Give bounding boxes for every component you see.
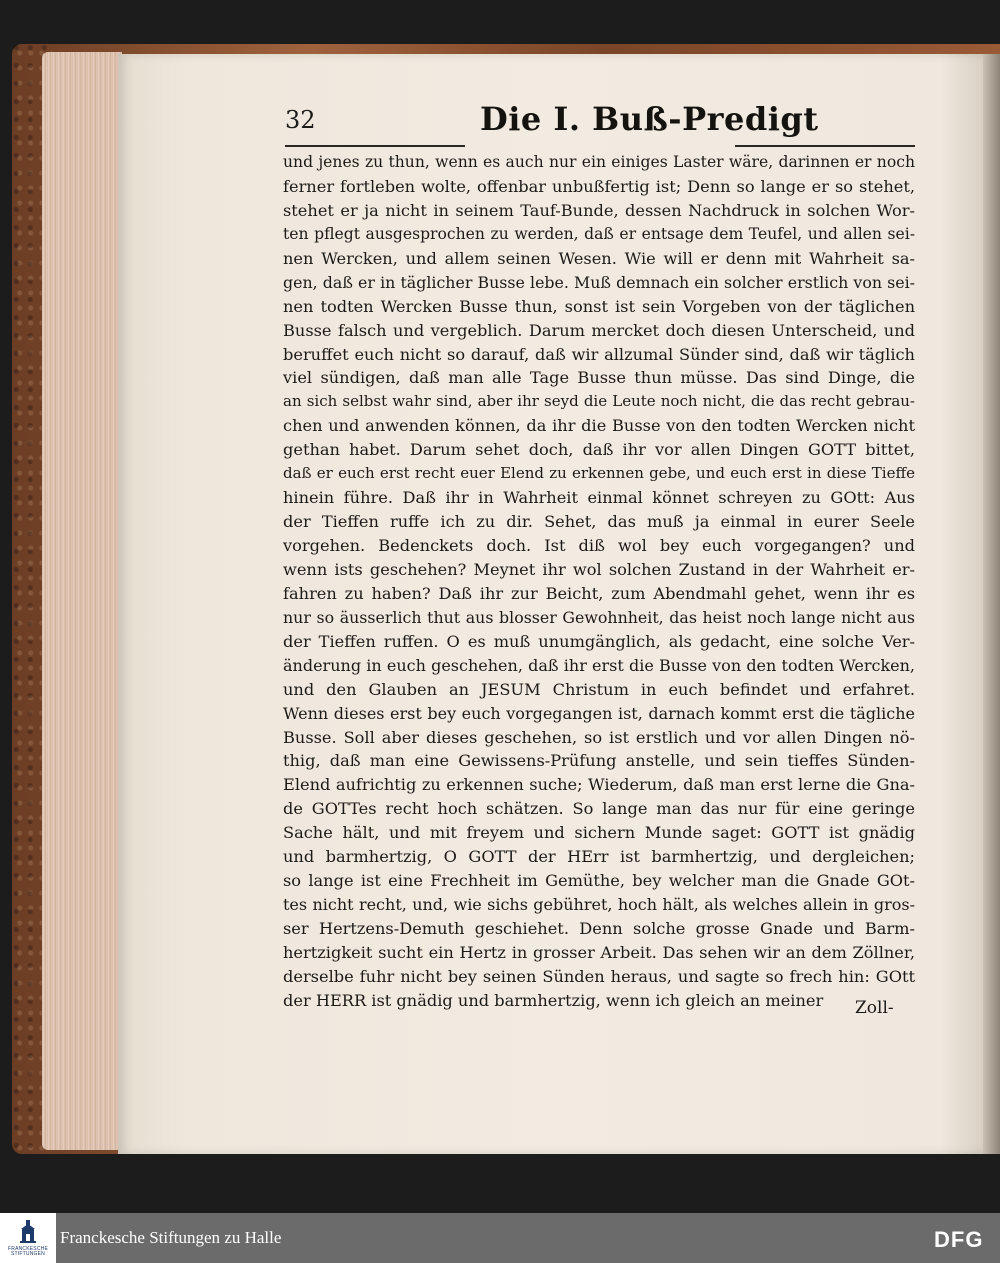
text-line: chen und anwenden können, da ihr die Busse von den todten Wercken nicht: [283, 416, 915, 436]
text-line: Elend aufrichtig zu erkennen suche; Wiederum, daß man erst lerne die Gna-: [283, 775, 915, 795]
institution-name[interactable]: Franckesche Stiftungen zu Halle: [60, 1228, 282, 1247]
text-line: ten pflegt ausgesprochen zu werden, daß er entsage dem Teufel, und allen sei-: [283, 224, 915, 243]
viewer-footer: [0, 1213, 1000, 1263]
text-line: wenn ists geschehen? Meynet ihr wol solchen Zustand in der Wahrheit er-: [283, 559, 915, 579]
text-line: derselbe fuhr nicht bey seinen Sünden heraus, und sagte so frech hin: GOtt: [283, 966, 915, 986]
text-line: an sich selbst wahr sind, aber ihr seyd die Leute noch nicht, die das recht gebrau-: [283, 392, 915, 411]
body-text: [283, 151, 915, 1013]
text-line: der HERR ist gnädig und barmhertzig, wenn ich gleich an meiner: [283, 990, 824, 1010]
text-line: nen Wercken, und allem seinen Wesen. Wie will er denn mit Wahrheit sa-: [283, 248, 915, 268]
header-rule-left: [285, 145, 465, 147]
running-title: Die I. Buß-Predigt: [480, 100, 819, 138]
page-edges: [42, 52, 122, 1150]
text-line: gen, daß er in täglicher Busse lebe. Muß demnach ein solcher erstlich von sei-: [283, 272, 915, 292]
text-line: vorgehen. Bedenckets doch. Ist diß wol bey euch vorgegangen? und: [283, 536, 915, 555]
text-line: und den Glauben an JESUM Christum in euch befindet und erfahret.: [283, 679, 915, 699]
logo-caption: [2, 1247, 54, 1257]
text-line: stehet er ja nicht in seinem Tauf-Bunde, dessen Nachdruck in solchen Wor-: [283, 200, 915, 220]
text-line: und barmhertzig, O GOTT der HErr ist barmhertzig, und dergleichen;: [283, 847, 915, 867]
catchword: Zoll-: [855, 998, 894, 1018]
text-line: Busse. Soll aber dieses geschehen, so ist erstlich und vor allen Dingen nö-: [283, 727, 915, 747]
logo-caption-line2: STIFTUNGEN: [11, 1251, 45, 1257]
text-line: änderung in euch geschehen, daß ihr erst die Busse von den todten Wercken,: [283, 655, 915, 675]
text-line: beruffet euch nicht so darauf, daß wir allzumal Sünder sind, daß wir täglich: [283, 344, 915, 364]
text-line: de GOTTes recht hoch schätzen. So lange man das nur für eine geringe: [283, 799, 915, 819]
text-line: hertzigkeit sucht ein Hertz in grosser Arbeit. Das sehen wir an dem Zöllner,: [283, 942, 915, 962]
dfg-logo-icon[interactable]: [934, 1227, 992, 1249]
dfg-logo-text: DFG: [934, 1227, 984, 1249]
text-line: tes nicht recht, und, wie sichs gebühret, hoch hält, als welches allein in gros-: [283, 895, 915, 915]
building-emblem-icon: [19, 1220, 37, 1244]
text-line: und jenes zu thun, wenn es auch nur ein einiges Laster wäre, darinnen er noch: [283, 153, 915, 171]
page-gutter-shadow: [983, 54, 1000, 1154]
institution-logo[interactable]: [0, 1213, 56, 1263]
text-line: der Tieffen ruffe ich zu dir. Sehet, das muß ja einmal in eurer Seele: [283, 512, 915, 532]
text-line: fahren zu haben? Daß ihr zur Beicht, zum Abendmahl gehet, wenn ihr es: [283, 583, 915, 603]
text-line: so lange ist eine Frechheit im Gemüthe, bey welcher man die Gnade GOt-: [283, 871, 915, 891]
header-rule-right: [735, 145, 915, 147]
page-number: 32: [285, 106, 316, 134]
logo-caption-line1: FRANCKESCHE: [8, 1246, 48, 1252]
text-line: nur so äusserlich thut aus blosser Gewohnheit, das heist noch lange nicht aus: [283, 607, 915, 627]
text-line: viel sündigen, daß man alle Tage Busse thun müsse. Das sind Dinge, die: [283, 368, 915, 388]
text-line: ferner fortleben wolte, offenbar unbußfertig ist; Denn so lange er so stehet,: [283, 176, 915, 196]
text-line: ser Hertzens-Demuth geschiehet. Denn solche grosse Gnade und Barm-: [283, 919, 915, 938]
text-line: thig, daß man eine Gewissens-Prüfung anstelle, und sein tieffes Sünden-: [283, 751, 915, 771]
text-line: Wenn dieses erst bey euch vorgegangen ist, darnach kommt erst die tägliche: [283, 703, 915, 723]
text-line: daß er euch erst recht euer Elend zu erkennen gebe, und euch erst in diese Tieffe: [283, 464, 915, 483]
text-line: Busse falsch und vergeblich. Darum mercket doch diesen Unterscheid, und: [283, 320, 915, 340]
text-line: gethan habet. Darum sehet doch, daß ihr vor allen Dingen GOTT bittet,: [283, 440, 915, 460]
page-header: [285, 100, 915, 142]
text-line: nen todten Wercken Busse thun, sonst ist sein Vorgeben von der täglichen: [283, 296, 915, 316]
text-line: der Tieffen ruffen. O es muß unumgänglich, als gedacht, eine solche Ver-: [283, 631, 915, 651]
text-line: Sache hält, und mit freyem und sichern Munde saget: GOTT ist gnädig: [283, 823, 915, 843]
text-line: hinein führe. Daß ihr in Wahrheit einmal könnet schreyen zu GOtt: Aus: [283, 488, 915, 508]
